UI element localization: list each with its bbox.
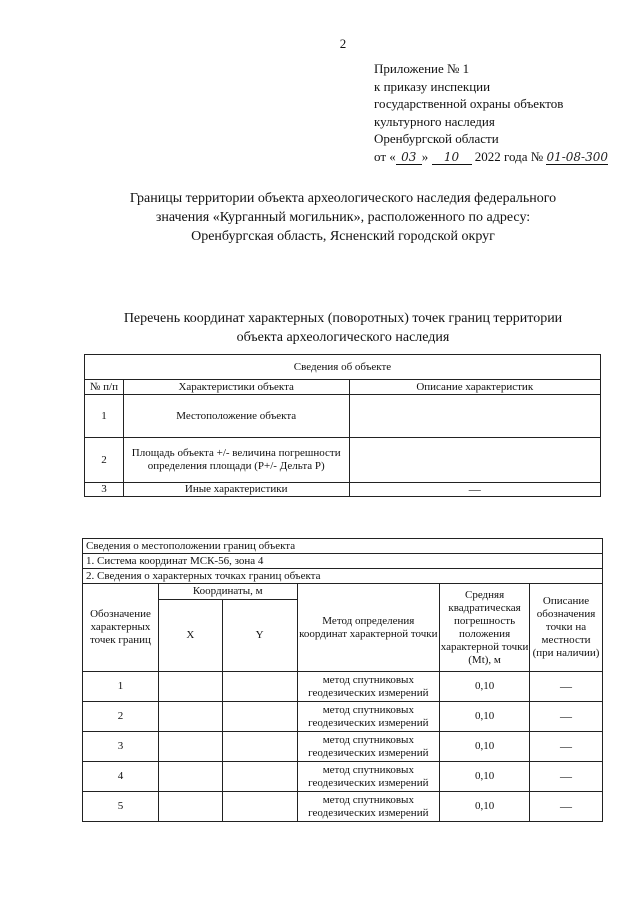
date-mid: » <box>421 148 429 164</box>
table-row <box>83 702 603 732</box>
point-error: 0,10 <box>440 732 530 762</box>
header-designation: Обозначение характерных точек границ <box>83 584 159 672</box>
row-description <box>349 438 601 483</box>
row-description: — <box>349 483 601 497</box>
table-row <box>85 438 601 483</box>
list-title-line: Перечень координат характерных (поворотных) точек границ территории <box>123 311 563 326</box>
points-caption: 2. Сведения о характерных точках границ объекта <box>83 569 603 584</box>
point-description: — <box>530 702 603 732</box>
header-coordinates: Координаты, м <box>158 584 297 600</box>
header-point-description: Описание обозначения точки на местности (при наличии) <box>530 584 603 672</box>
point-number: 3 <box>83 732 159 762</box>
point-y <box>222 672 297 702</box>
point-number: 4 <box>83 762 159 792</box>
point-method: метод спутниковых геодезических измерений <box>297 702 440 732</box>
point-method: метод спутниковых геодезических измерений <box>297 792 440 822</box>
title-line: значения «Курганный могильник», расположенного по адресу: <box>155 210 531 225</box>
row-num: 3 <box>85 483 124 497</box>
point-y <box>222 792 297 822</box>
appendix-block <box>374 60 608 165</box>
table-row <box>83 672 603 702</box>
row-num: 2 <box>85 438 124 483</box>
point-error: 0,10 <box>440 702 530 732</box>
coordinate-system: 1. Система координат МСК-56, зона 4 <box>83 554 603 569</box>
location-table-caption: Сведения о местоположении границ объекта <box>83 539 603 554</box>
location-table <box>82 538 603 822</box>
row-num: 1 <box>85 395 124 438</box>
handwritten-order-number: 01-08-300 <box>546 149 608 164</box>
table-row <box>83 792 603 822</box>
point-description: — <box>530 732 603 762</box>
date-year: 2022 года № <box>474 148 544 164</box>
header-y: Y <box>222 600 297 672</box>
object-table-caption: Сведения об объекте <box>85 355 601 380</box>
appendix-date-line <box>374 148 608 166</box>
object-info-table <box>84 354 601 497</box>
row-description <box>349 395 601 438</box>
point-method: метод спутниковых геодезических измерений <box>297 732 440 762</box>
point-method: метод спутниковых геодезических измерений <box>297 762 440 792</box>
list-title-line: объекта археологического наследия <box>236 330 450 345</box>
handwritten-day: 03 <box>396 150 422 165</box>
table-row <box>85 483 601 497</box>
point-x <box>158 762 222 792</box>
row-characteristic: Иные характеристики <box>123 483 349 497</box>
row-characteristic: Местоположение объекта <box>123 395 349 438</box>
point-number: 1 <box>83 672 159 702</box>
point-x <box>158 672 222 702</box>
table-row <box>83 762 603 792</box>
table-row <box>85 395 601 438</box>
header-description: Описание характеристик <box>349 380 601 395</box>
point-description: — <box>530 792 603 822</box>
point-x <box>158 732 222 762</box>
point-description: — <box>530 672 603 702</box>
point-error: 0,10 <box>440 792 530 822</box>
point-y <box>222 732 297 762</box>
point-x <box>158 792 222 822</box>
table-row <box>83 732 603 762</box>
title-line: Оренбургская область, Ясненский городской округ <box>191 229 495 244</box>
point-y <box>222 762 297 792</box>
point-description: — <box>530 762 603 792</box>
point-method: метод спутниковых геодезических измерений <box>297 672 440 702</box>
point-error: 0,10 <box>440 762 530 792</box>
header-characteristic: Характеристики объекта <box>123 380 349 395</box>
point-y <box>222 702 297 732</box>
point-x <box>158 702 222 732</box>
header-error: Средняя квадратическая погрешность положения характерной точки (Mt), м <box>440 584 530 672</box>
point-number: 5 <box>83 792 159 822</box>
point-error: 0,10 <box>440 672 530 702</box>
appendix-line: культурного наследия <box>374 113 495 129</box>
appendix-line: к приказу инспекции <box>374 78 491 94</box>
page-number: 2 <box>339 36 347 51</box>
date-prefix: от « <box>374 148 396 164</box>
list-title <box>70 309 616 347</box>
handwritten-month: 10 <box>432 150 472 165</box>
point-number: 2 <box>83 702 159 732</box>
row-characteristic: Площадь объекта +/- величина погрешности определения площади (Р+/- Дельта Р) <box>123 438 349 483</box>
title-line: Границы территории объекта археологического наследия федерального <box>129 191 557 206</box>
appendix-line: государственной охраны объектов <box>374 96 564 111</box>
appendix-line: Оренбургской области <box>374 131 499 146</box>
document-title <box>80 189 606 246</box>
header-x: X <box>158 600 222 672</box>
appendix-line: Приложение № 1 <box>374 61 470 76</box>
header-method: Метод определения координат характерной точки <box>297 584 440 672</box>
header-num: № п/п <box>85 380 124 395</box>
